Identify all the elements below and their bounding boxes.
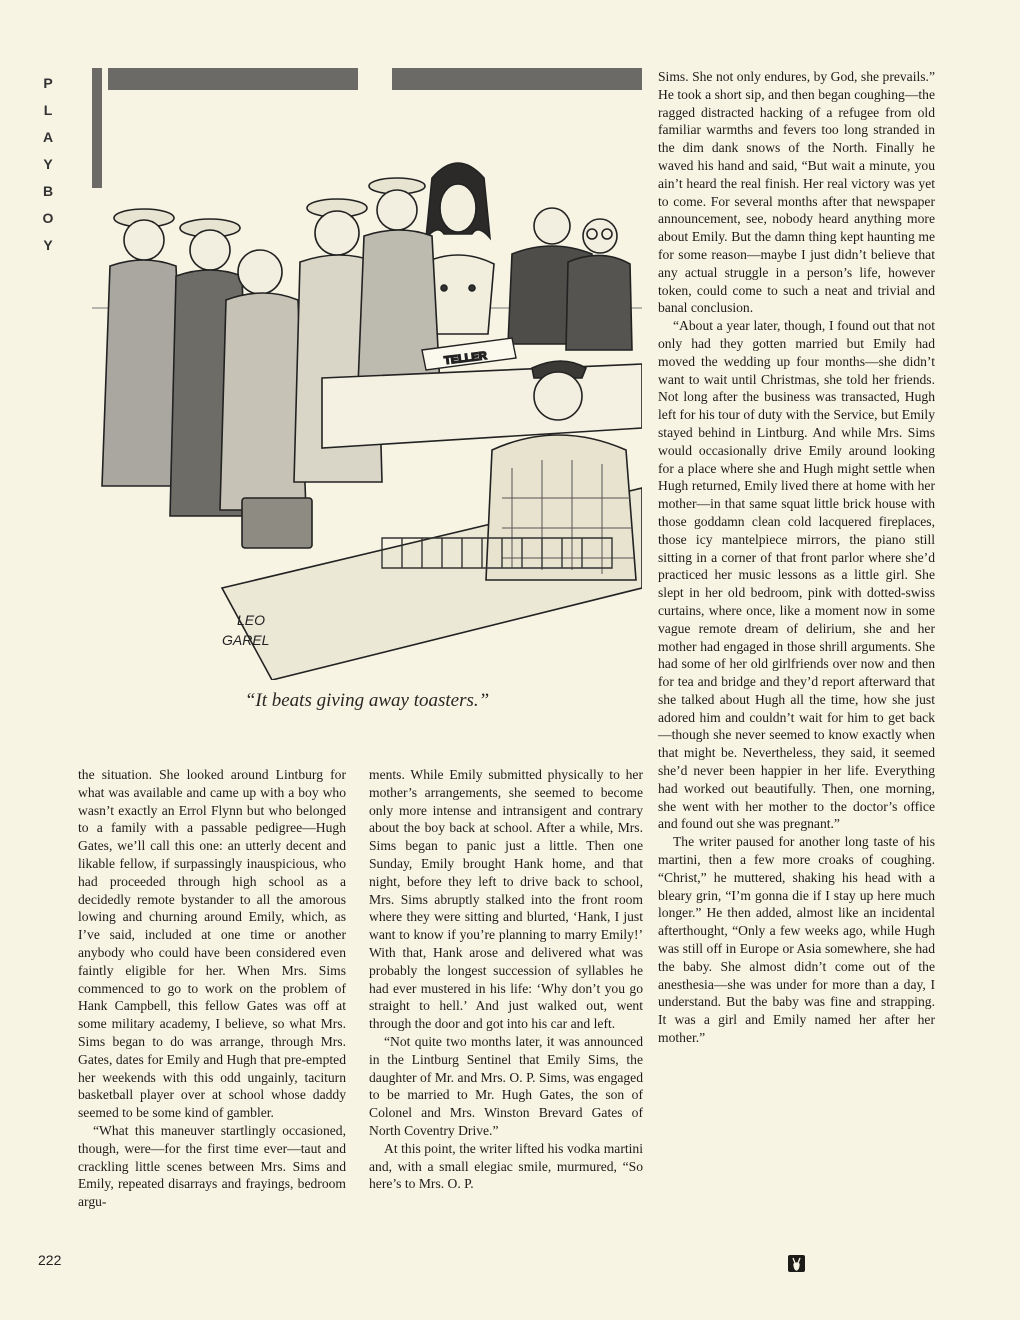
article-paragraph: ments. While Emily submitted physically to her mother’s arrangements, she seemed to become only more intense and intransigent and contrary about the boy back at school. After a while, Mrs. Sims began to panic just a little. Then one Sunday, Emily brought Hank home, and that night, before they left to drive back to school, Mrs. Sims abruptly stalked into the front room where they were sitting and blurted, ‘Hank, I just want to know if you’re planning to marry Emily!’ With that, Hank arose and delivered what was probably the longest succession of syllables he had ever mustered in his life: ‘Why don’t you go straight to hell.’ And just walked out, went through the door and got into his car and left. bbox=[369, 767, 643, 1032]
article-paragraph: the situation. She looked around Lintburg for what was available and came up with a boy who wasn’t exactly an Errol Flynn but who belonged to a family with a passable pedigree—Hugh Gates, we’ll call this one: an utterly decent and likable fellow, if surpassingly inauspicious, who had proceeded through high school as a decidedly remote bystander to all the amorous lowing and churning around Emily, which, as I’ve said, included at one time or another anybody who could have been considered even faintly eligible for her. When Mrs. Sims commenced to go to work on the problem of Hank Campbell, this fellow Gates was off at some military academy, I believe, so what Mrs. Sims began to do was arrange, through Mrs. Gates, dates for Emily and Hugh that pre-empted her weekends with this odd ungainly, taciturn basketball player over at school whose daddy seemed to be some kind of gambler. bbox=[78, 767, 346, 1121]
bank-executives bbox=[508, 208, 632, 350]
article-paragraph: “What this maneuver startlingly occasioned, though, were—for the first time ever—taut and crackling little scenes between Mrs. Sims and Emily, repeated disarrays and frayings, bedroom argu- bbox=[78, 1122, 346, 1210]
page-number: 222 bbox=[38, 1252, 62, 1268]
signature-line-1: LEO bbox=[237, 612, 266, 628]
article-paragraph: The writer paused for another long taste of his martini, then a few more croaks of coughing. “Christ,” he muttered, shaking his head with a bleary grin, “I’m gonna die if I stay up here much longer.” He then added, almost like an incidental afterthought, “Only a few weeks ago, while Hugh was still off in Europe or Asia somewhere, she had the baby. She almost didn’t come out of the anesthesia—she was under for more than a day, I understand. But the baby was fine and strapping. It was a girl and Emily named her after her mother.” bbox=[658, 834, 935, 1046]
article-column-right bbox=[658, 68, 935, 1047]
teller-sign-text: TELLER bbox=[443, 350, 488, 368]
article-paragraph: “About a year later, though, I found out that not only had they gotten married but Emily had moved the wedding up four months—she didn’t want to wait until Christmas, she told her friends. Not long after the business was transacted, Hugh left for his tour of duty with the Service, but Emily stayed behind in Lintburg. And while Mrs. Sims would occasionally drive Emily around looking for a place where she and Hugh might settle when Hugh returned, Emily lived there at home with her mother—in that same squat little brick house with those goddamn clean cold lacquered fireplaces, those icy mantelpiece mirrors, the piano still sitting in a corner of that front parlor where she’d practiced her music lessons as a little girl. She slept in her old bedroom, pink with dotted-swiss curtains, where once, like a moment now in some vague remote dream of delirium, she and her mother had engaged in those shrill arguments. She had some of her old girlfriends over now and then for tea and bridge and they’d report afterward that she talked about Hugh all the time, how she just adored him and couldn’t wait for him to get back—though she never seemed to know exactly when that might be. Nevertheless, they said, it seemed she’d never been happier in her life. Everything had worked out beautifully. Then, one morning, she went with her mother to the doctor’s office and found out she was pregnant.” bbox=[658, 318, 935, 832]
customers-in-line bbox=[102, 178, 440, 548]
signature-line-2: GAREL bbox=[222, 632, 270, 648]
article-column-left bbox=[78, 766, 346, 1211]
playboy-bunny-end-mark-icon bbox=[788, 1255, 805, 1272]
running-head-letter: O bbox=[42, 210, 56, 226]
cartoon-caption: “It beats giving away toasters.” bbox=[244, 690, 490, 711]
article-paragraph: “Not quite two months later, it was announced in the Lintburg Sentinel that Emily Sims, the daughter of Mr. and Mrs. O. P. Sims, was engaged to be married to Mr. Hugh Gates, the son of Colonel and Mrs. Winston Brevard Gates of North Coventry Drive.” bbox=[369, 1033, 643, 1138]
magazine-running-head bbox=[34, 70, 64, 259]
cartoon-illustration bbox=[92, 68, 642, 680]
running-head-letter: A bbox=[42, 129, 56, 145]
running-head-letter: P bbox=[43, 75, 55, 91]
running-head-letter: Y bbox=[43, 156, 55, 172]
running-head-letter: B bbox=[42, 183, 56, 199]
article-paragraph: Sims. She not only endures, by God, she prevails.” He took a short sip, and then began coughing—the ragged distracted hacking of a refugee from old familiar warmths and fevers too long stranded in the dim dank snows of the North. Finally he waved his hand and said, “But wait a minute, you ain’t heard the real finish. Her real victory was yet to come. For several months after that newspaper announcement, see, nobody heard anything more about Emily. But the damn thing kept haunting me for some reason—maybe I just didn’t believe that any actual struggle in a person’s life, however token, could come to such a neat and trivial and banal conclusion. bbox=[658, 69, 935, 316]
article-paragraph: At this point, the writer lifted his vodka martini and, with a small elegiac smile, murmured, “So here’s to Mrs. O. P. bbox=[369, 1140, 643, 1192]
running-head-letter: Y bbox=[43, 237, 55, 253]
running-head-letter: L bbox=[43, 102, 55, 118]
bank-windows bbox=[92, 68, 642, 188]
article-column-middle bbox=[369, 766, 643, 1193]
